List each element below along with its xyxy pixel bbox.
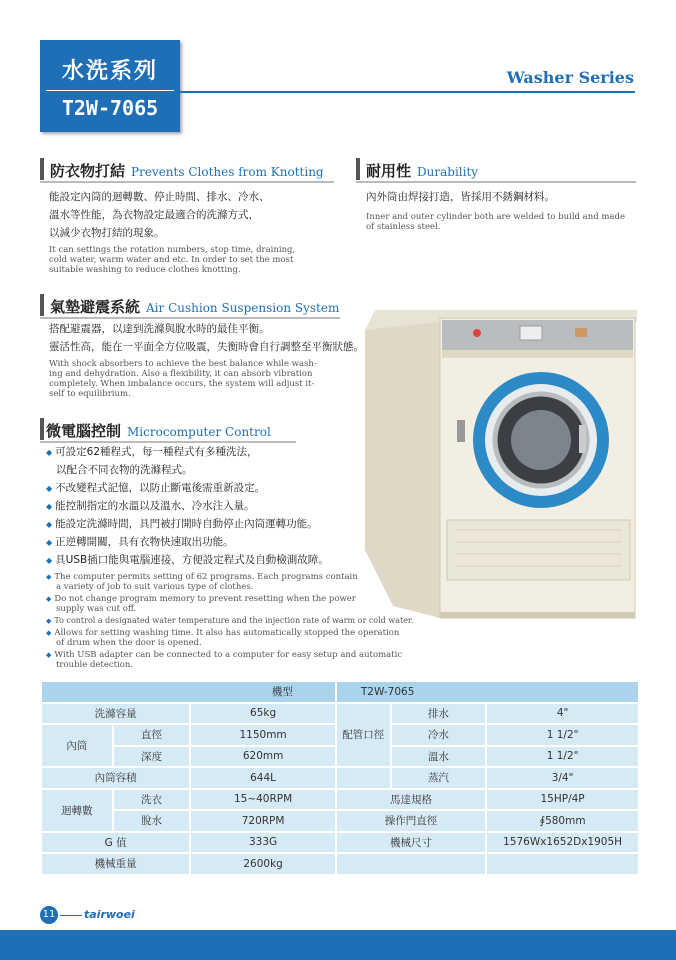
knotting-en-text xyxy=(49,245,295,275)
door-handle xyxy=(579,425,586,453)
table-cell: 333G xyxy=(190,832,336,854)
table-cell: 機械重量 xyxy=(41,853,190,875)
table-cell: 620mm xyxy=(190,746,336,768)
text-line: of stainless steel. xyxy=(366,222,441,232)
table-cell: 脫水 xyxy=(113,810,191,832)
section-marker xyxy=(40,158,44,180)
section-suspension-heading xyxy=(50,296,339,318)
diamond-bullet-icon: ◆ xyxy=(46,573,52,581)
table-cell: 迴轉數 xyxy=(41,789,113,832)
table-cell: 洗衣 xyxy=(113,789,191,811)
header-rule xyxy=(180,91,635,93)
text-line: Inner and outer cylinder both are welded to build and made xyxy=(366,212,625,222)
front-grille xyxy=(447,520,630,580)
diamond-bullet-icon: ◆ xyxy=(46,617,52,625)
series-title: 水洗系列 xyxy=(61,59,158,84)
diamond-bullet-icon: ◆ xyxy=(46,502,53,511)
diamond-bullet-icon: ◆ xyxy=(46,595,52,603)
text-line: 以減少衣物打結的現象。 xyxy=(49,227,165,239)
heading-zh: 防衣物打結 xyxy=(50,162,126,180)
table-cell: 644L xyxy=(190,767,336,789)
text-line: ing and dehydration. Also a flexibility, it can absorb vibration xyxy=(49,369,313,379)
heading-zh: 氣墊避震系統 xyxy=(50,298,141,316)
table-cell: G 值 xyxy=(41,832,190,854)
table-cell xyxy=(486,810,639,832)
table-cell: 操作門直徑 xyxy=(336,810,486,832)
diamond-bullet-icon: ◆ xyxy=(46,448,53,457)
footer-bar xyxy=(0,930,676,960)
table-cell: 內筒容積 xyxy=(41,767,190,789)
diamond-bullet-icon: ◆ xyxy=(46,629,52,637)
table-cell: 排水 xyxy=(391,703,487,725)
table-row xyxy=(41,789,639,811)
heading-en: Air Cushion Suspension System xyxy=(146,301,340,315)
title-divider xyxy=(46,90,174,91)
machine-side xyxy=(365,322,440,618)
bullet-text: 能設定洗滌時間，具門被打開時自動停止內筒運轉功能。 xyxy=(55,518,318,530)
bullet-text: supply was cut off. xyxy=(56,604,137,614)
logo-badge xyxy=(575,328,587,337)
text-line: self to equilibrium. xyxy=(49,389,131,399)
table-cell: 溫水 xyxy=(391,746,487,768)
bullet-text: 可設定62種程式，每一種程式有多種洗法， xyxy=(55,446,258,458)
page-number: 11 xyxy=(40,906,58,924)
specification-table xyxy=(40,680,640,876)
door-lock-icon xyxy=(457,420,465,442)
section-marker xyxy=(40,418,44,440)
display-panel xyxy=(520,326,542,340)
table-cell: 深度 xyxy=(113,746,191,768)
table-cell: 馬達規格 xyxy=(336,789,486,811)
table-header-cell: 機型 xyxy=(41,681,336,703)
suspension-zh-text xyxy=(49,320,364,356)
table-cell: 65kg xyxy=(190,703,336,725)
text-line: suitable washing to reduce clothes knotting. xyxy=(49,265,241,275)
list-item xyxy=(46,444,258,459)
bullet-text: The computer permits setting of 62 programs. Each programs contain xyxy=(54,572,358,582)
table-header-cell: T2W-7065 xyxy=(336,681,639,703)
bullet-text: Do not change program memory to prevent resetting when the power xyxy=(54,594,356,604)
section-microcomputer-heading xyxy=(46,420,271,442)
text-line: cold water, warm water and etc. In order to set the most xyxy=(49,255,294,265)
bullet-text: 正逆轉開關，具有衣物快速取出功能。 xyxy=(55,536,234,548)
machine-base xyxy=(440,612,635,618)
table-cell: 1576Wx1652Dx1905H xyxy=(486,832,639,854)
table-cell: 蒸汽 xyxy=(391,767,487,789)
bullet-text: a variety of job to suit various type of clothes. xyxy=(56,582,254,592)
list-item xyxy=(46,552,329,567)
diamond-bullet-icon: ◆ xyxy=(46,520,53,529)
diameter-symbol-icon: ∮ xyxy=(539,814,546,827)
table-cell: 冷水 xyxy=(391,724,487,746)
heading-zh: 耐用性 xyxy=(366,162,412,180)
washer-machine-image xyxy=(345,300,640,630)
table-cell: 直徑 xyxy=(113,724,191,746)
table-cell xyxy=(486,853,639,875)
diamond-bullet-icon: ◆ xyxy=(46,484,53,493)
diamond-bullet-icon: ◆ xyxy=(46,651,52,659)
series-title-box xyxy=(40,40,180,132)
table-row xyxy=(41,703,639,725)
table-row xyxy=(41,681,639,703)
section-marker xyxy=(356,158,360,180)
table-cell: 內筒 xyxy=(41,724,113,767)
list-item xyxy=(56,462,193,477)
heading-zh: 微電腦控制 xyxy=(46,422,122,440)
table-cell: 洗滌容量 xyxy=(41,703,190,725)
text-line: 內外筒由焊接打造，皆採用不銹鋼材料。 xyxy=(366,191,555,203)
list-item xyxy=(46,516,318,531)
bullet-text: Allows for setting washing time. It also has automatically stopped the operation xyxy=(54,628,400,638)
table-row xyxy=(41,832,639,854)
text-line: 溫水等性能，為衣物設定最適合的洗滌方式， xyxy=(49,209,259,221)
section-marker xyxy=(40,294,44,316)
brand-logo: tairwoei xyxy=(84,908,135,921)
bullet-text: 不改變程式記憶，以防止斷電後需重新設定。 xyxy=(55,482,266,494)
text-line: 靈活性高，能在一平面全方位吸震，失衡時會自行調整至平衡狀態。 xyxy=(49,341,364,353)
section-durability-heading xyxy=(366,160,478,182)
table-row xyxy=(41,767,639,789)
durability-zh-text xyxy=(366,188,555,206)
durability-en-text xyxy=(366,212,625,232)
list-item xyxy=(46,628,416,648)
text-line: completely. When imbalance occurs, the system will adjust it- xyxy=(49,379,315,389)
section-rule xyxy=(40,181,334,183)
section-rule xyxy=(40,441,296,443)
heading-en: Microcomputer Control xyxy=(127,425,271,439)
panel-trim xyxy=(442,350,633,358)
drum-reflection xyxy=(511,410,571,470)
text-line: It can settings the rotation numbers, stop time, draining, xyxy=(49,245,296,255)
list-item xyxy=(46,480,265,495)
table-cell xyxy=(336,853,486,875)
heading-en: Durability xyxy=(417,165,479,179)
list-item xyxy=(46,534,234,549)
bullet-text: To control a designated water temperature and the injection rate of warm or cold water. xyxy=(54,616,414,625)
text-line: With shock absorbers to achieve the best balance while wash- xyxy=(49,359,317,369)
table-cell: 1 1/2" xyxy=(486,746,639,768)
list-item xyxy=(46,650,416,670)
table-cell: 3/4" xyxy=(486,767,639,789)
table-cell: 15~40RPM xyxy=(190,789,336,811)
series-english-title: Washer Series xyxy=(506,68,634,87)
table-cell: 720RPM xyxy=(190,810,336,832)
bullet-text: 具USB插口能與電腦連接，方便設定程式及自動檢測故障。 xyxy=(55,554,329,566)
table-cell xyxy=(336,767,391,789)
table-row xyxy=(41,853,639,875)
table-cell: 4" xyxy=(486,703,639,725)
section-rule xyxy=(356,181,636,183)
table-cell: 1 1/2" xyxy=(486,724,639,746)
suspension-en-text xyxy=(49,359,317,399)
section-knotting-heading xyxy=(50,160,324,182)
heading-en: Prevents Clothes from Knotting xyxy=(131,165,324,179)
section-rule xyxy=(40,317,340,319)
list-item xyxy=(46,498,255,513)
indicator-light-icon xyxy=(473,329,481,337)
door-diameter-value: 580mm xyxy=(545,814,586,827)
table-row xyxy=(41,810,639,832)
table-cell: 15HP/4P xyxy=(486,789,639,811)
model-number: T2W-7065 xyxy=(61,96,159,120)
diamond-bullet-icon: ◆ xyxy=(46,556,53,565)
diamond-bullet-icon: ◆ xyxy=(46,538,53,547)
knotting-zh-text xyxy=(49,188,270,242)
bullet-text: With USB adapter can be connected to a computer for easy setup and automatic xyxy=(54,650,403,660)
table-cell: 機械尺寸 xyxy=(336,832,486,854)
table-cell: 2600kg xyxy=(190,853,336,875)
brand-swoosh xyxy=(60,915,82,916)
text-line: 搭配避震器，以達到洗滌與脫水時的最佳平衡。 xyxy=(49,323,270,335)
table-cell: 配管口徑 xyxy=(336,703,391,768)
bullet-text: 能控制指定的水溫以及溫水、冷水注入量。 xyxy=(55,500,255,512)
bullet-text: trouble detection. xyxy=(56,660,134,670)
bullet-text: of drum when the door is opened. xyxy=(56,638,202,648)
table-cell: 1150mm xyxy=(190,724,336,746)
text-line: 能設定內筒的迴轉數、停止時間、排水、冷水、 xyxy=(49,191,270,203)
bullet-text: 以配合不同衣物的洗滌程式。 xyxy=(56,464,193,476)
